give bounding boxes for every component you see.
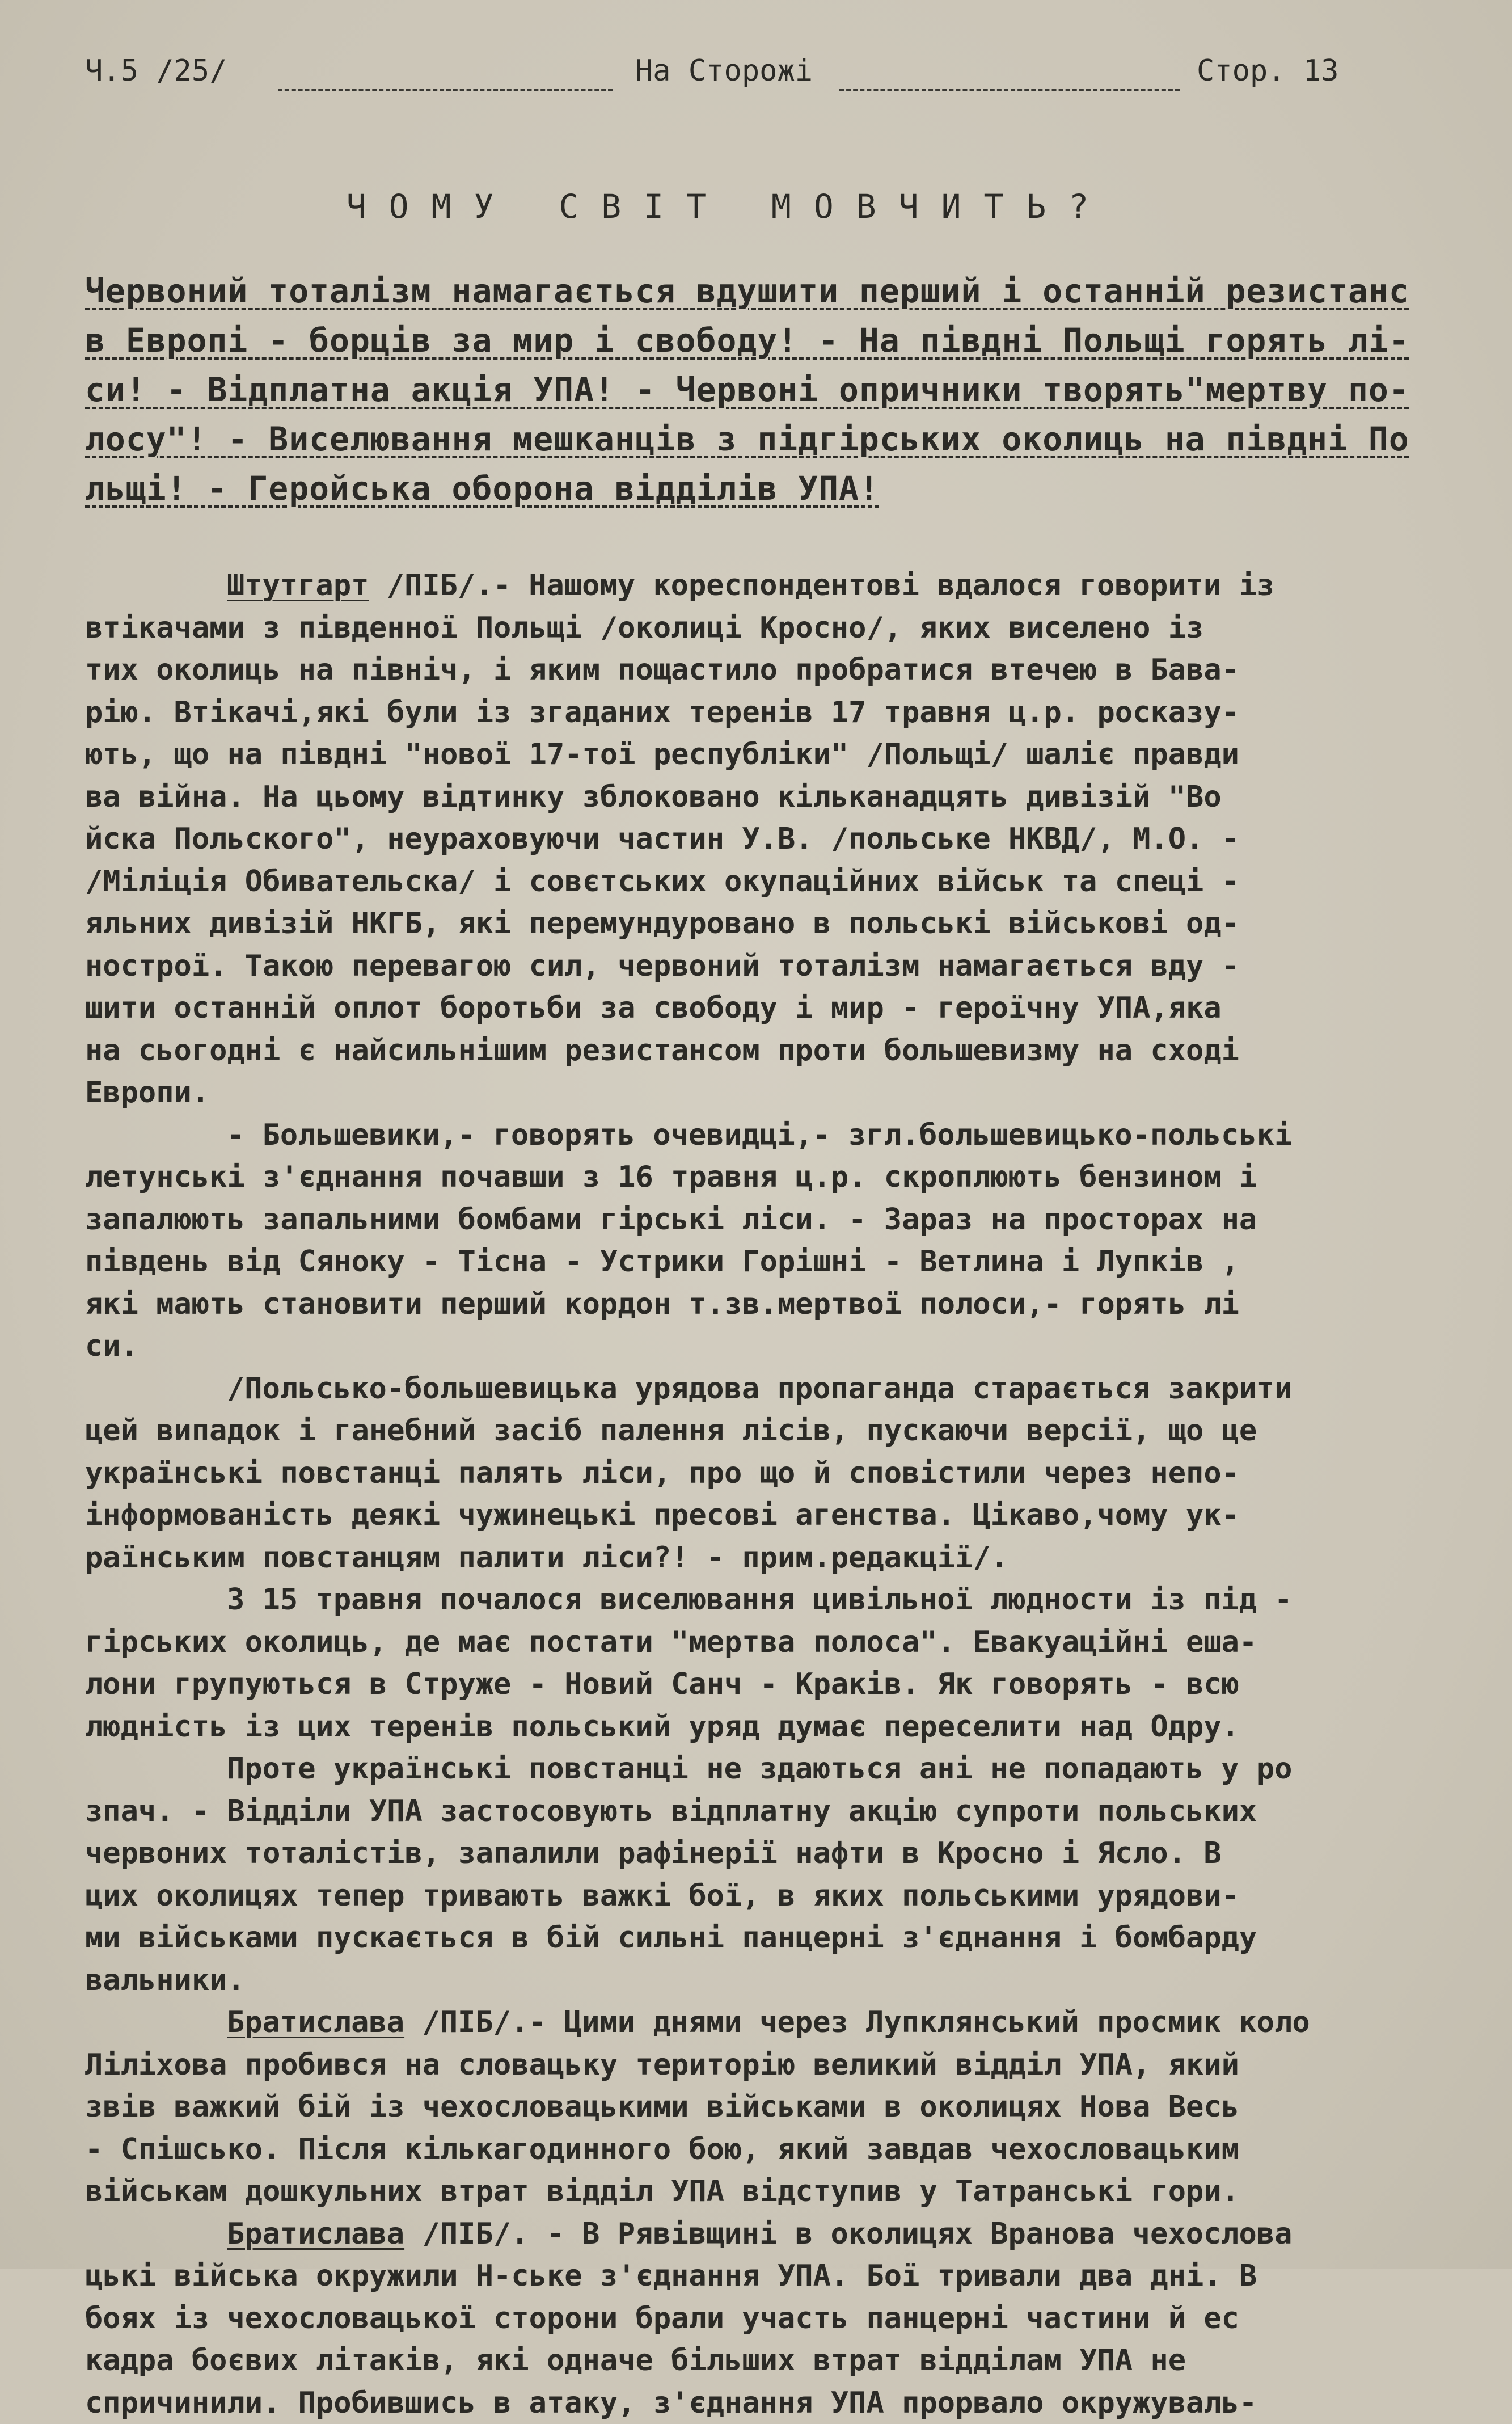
- paragraph-retaliation: [85, 1748, 1407, 2001]
- summary-line: лосу"! - Виселювання мешканців з підгірських околиць на півдні По: [85, 415, 1389, 464]
- body-line: си.: [85, 1325, 1407, 1368]
- body-line: - Большевики,- говорять очевидці,- згл.большевицько-польські: [85, 1114, 1407, 1157]
- body-line: які мають становити перший кордон т.зв.мертвої полоси,- горять лі: [85, 1283, 1407, 1326]
- body-line: яльних дивізій НКГБ, які перемундуровано в польські військові од-: [85, 903, 1407, 945]
- body-line: Штутгарт /ПІБ/.- Нашому кореспондентові вдалося говорити із: [85, 564, 1407, 607]
- body-line: червоних тоталістів, запалили рафінерії нафти в Кросно і Ясло. В: [85, 1832, 1407, 1875]
- body-line: - Спішсько. Після кількагодинного бою, який завдав чехословацьким: [85, 2128, 1407, 2171]
- summary-line: Червоний тоталізм намагається вдушити перший і останній резистанс: [85, 267, 1389, 316]
- body-line: йска Польского", неураховуючи частин У.В. /польське НКВД/, М.О. -: [85, 818, 1407, 861]
- body-line: /Міліція Обивательска/ і совєтських окупаційних військ та спеці -: [85, 861, 1407, 903]
- body-line: /Польсько-большевицька урядова пропаганда старається закрити: [85, 1368, 1407, 1410]
- body-line: рію. Втікачі,які були із згаданих теренів 17 травня ц.р. росказу-: [85, 692, 1407, 734]
- summary-line: в Европі - борців за мир і свободу! - На півдні Польщі горять лі-: [85, 316, 1389, 365]
- body-line: ми військами пускається в бій сильні панцерні з'єднання і бомбарду: [85, 1917, 1407, 1959]
- body-line: втікачами з південної Польщі /околиці Кросно/, яких виселено із: [85, 607, 1407, 650]
- header-dash-left: [278, 89, 613, 91]
- body-line: цей випадок і ганебний засіб палення лісів, пускаючи версії, що це: [85, 1410, 1407, 1452]
- issue-number: Ч.5 /25/: [85, 54, 227, 88]
- body-line: раїнським повстанцям палити ліси?! - прим.редакції/.: [85, 1537, 1407, 1579]
- body-line: інформованість деякі чужинецькі пресові агенства. Цікаво,чому ук-: [85, 1494, 1407, 1537]
- dateline-city: Братислава: [227, 2005, 404, 2039]
- body-line: З 15 травня почалося виселювання цивільної людности із під -: [85, 1579, 1407, 1621]
- body-line: військам дошкульних втрат відділ УПА відступив у Татранські гори.: [85, 2170, 1407, 2213]
- body-line: південь від Сяноку - Тісна - Устрики Горішні - Ветлина і Лупків ,: [85, 1241, 1407, 1283]
- paragraph-stuttgart: [85, 564, 1407, 1114]
- summary-line: си! - Відплатна акція УПА! - Червоні опричники творять"мертву по-: [85, 365, 1389, 415]
- body-line: Братислава /ПІБ/. - В Рявівщині в околицях Вранова чехослова: [85, 2213, 1407, 2256]
- body-line: українські повстанці палять ліси, про що й сповістили через непо-: [85, 1452, 1407, 1495]
- page-number: Стор. 13: [1197, 54, 1338, 88]
- body-line: вальники.: [85, 1959, 1407, 2002]
- body-line: ють, що на півдні "нової 17-тої республіки" /Польщі/ шаліє правди: [85, 733, 1407, 776]
- body-line: звів важкий бій із чехословацькими військами в околицях Нова Весь: [85, 2086, 1407, 2128]
- article-body: [85, 564, 1407, 2424]
- body-line: зпач. - Відділи УПА застосовують відплатну акцію супроти польських: [85, 1790, 1407, 1833]
- body-line: на сьогодні є найсильнішим резистансом проти большевизму на сході: [85, 1030, 1407, 1072]
- paragraph-bratislava-1: [85, 2001, 1407, 2213]
- body-line: запалюють запальними бомбами гірські ліси. - Зараз на просторах на: [85, 1199, 1407, 1241]
- publication-name: На Сторожі: [635, 54, 813, 88]
- body-line: кадра боєвих літаків, які одначе більших втрат відділам УПА не: [85, 2339, 1407, 2382]
- paragraph-editorial-note: [85, 1368, 1407, 1579]
- paragraph-bratislava-2: [85, 2213, 1407, 2424]
- dateline-city: Братислава: [227, 2217, 404, 2251]
- paragraph-bolsheviks: [85, 1114, 1407, 1368]
- paragraph-evacuation: [85, 1579, 1407, 1748]
- header-dash-right: [839, 89, 1180, 91]
- body-line: цькі війська окружили Н-ське з'єднання УПА. Бої тривали два дні. В: [85, 2255, 1407, 2297]
- body-line: Европи.: [85, 1072, 1407, 1114]
- body-line: гірських околиць, де має постати "мертва полоса". Евакуаційні еша-: [85, 1621, 1407, 1664]
- summary-line: льщі! - Геройська оборона відділів УПА!: [85, 464, 1389, 513]
- body-line: Проте українські повстанці не здаються ані не попадають у ро: [85, 1748, 1407, 1790]
- body-line: лони групуються в Струже - Новий Санч - Краків. Як говорять - всю: [85, 1663, 1407, 1706]
- body-line: спричинили. Пробившись в атаку, з'єднання УПА прорвало окружуваль-: [85, 2382, 1407, 2424]
- body-line: Ліліхова пробився на словацьку територію великий відділ УПА, який: [85, 2044, 1407, 2086]
- body-line: летунські з'єднання почавши з 16 травня ц.р. скроплюють бензином і: [85, 1156, 1407, 1199]
- body-line: тих околиць на північ, і яким пощастило пробратися втечею в Бава-: [85, 649, 1407, 692]
- body-line: людність із цих теренів польський уряд думає переселити над Одру.: [85, 1706, 1407, 1748]
- article-title: ЧОМУ СВІТ МОВЧИТЬ?: [85, 187, 1372, 226]
- body-line: боях із чехословацької сторони брали участь панцерні частини й ес: [85, 2297, 1407, 2340]
- article-summary: [85, 267, 1389, 513]
- body-line: шити останній оплот боротьби за свободу і мир - героїчну УПА,яка: [85, 987, 1407, 1030]
- body-line: Братислава /ПІБ/.- Цими днями через Лупклянський просмик коло: [85, 2001, 1407, 2044]
- body-line: нострої. Такою перевагою сил, червоний тоталізм намагається вду -: [85, 945, 1407, 988]
- page-header: [85, 54, 1372, 99]
- body-line: цих околицях тепер тривають важкі бої, в яких польськими урядови-: [85, 1875, 1407, 1917]
- body-line: ва війна. На цьому відтинку зблоковано кільканадцять дивізій "Во: [85, 776, 1407, 819]
- dateline-city: Штутгарт: [227, 568, 369, 602]
